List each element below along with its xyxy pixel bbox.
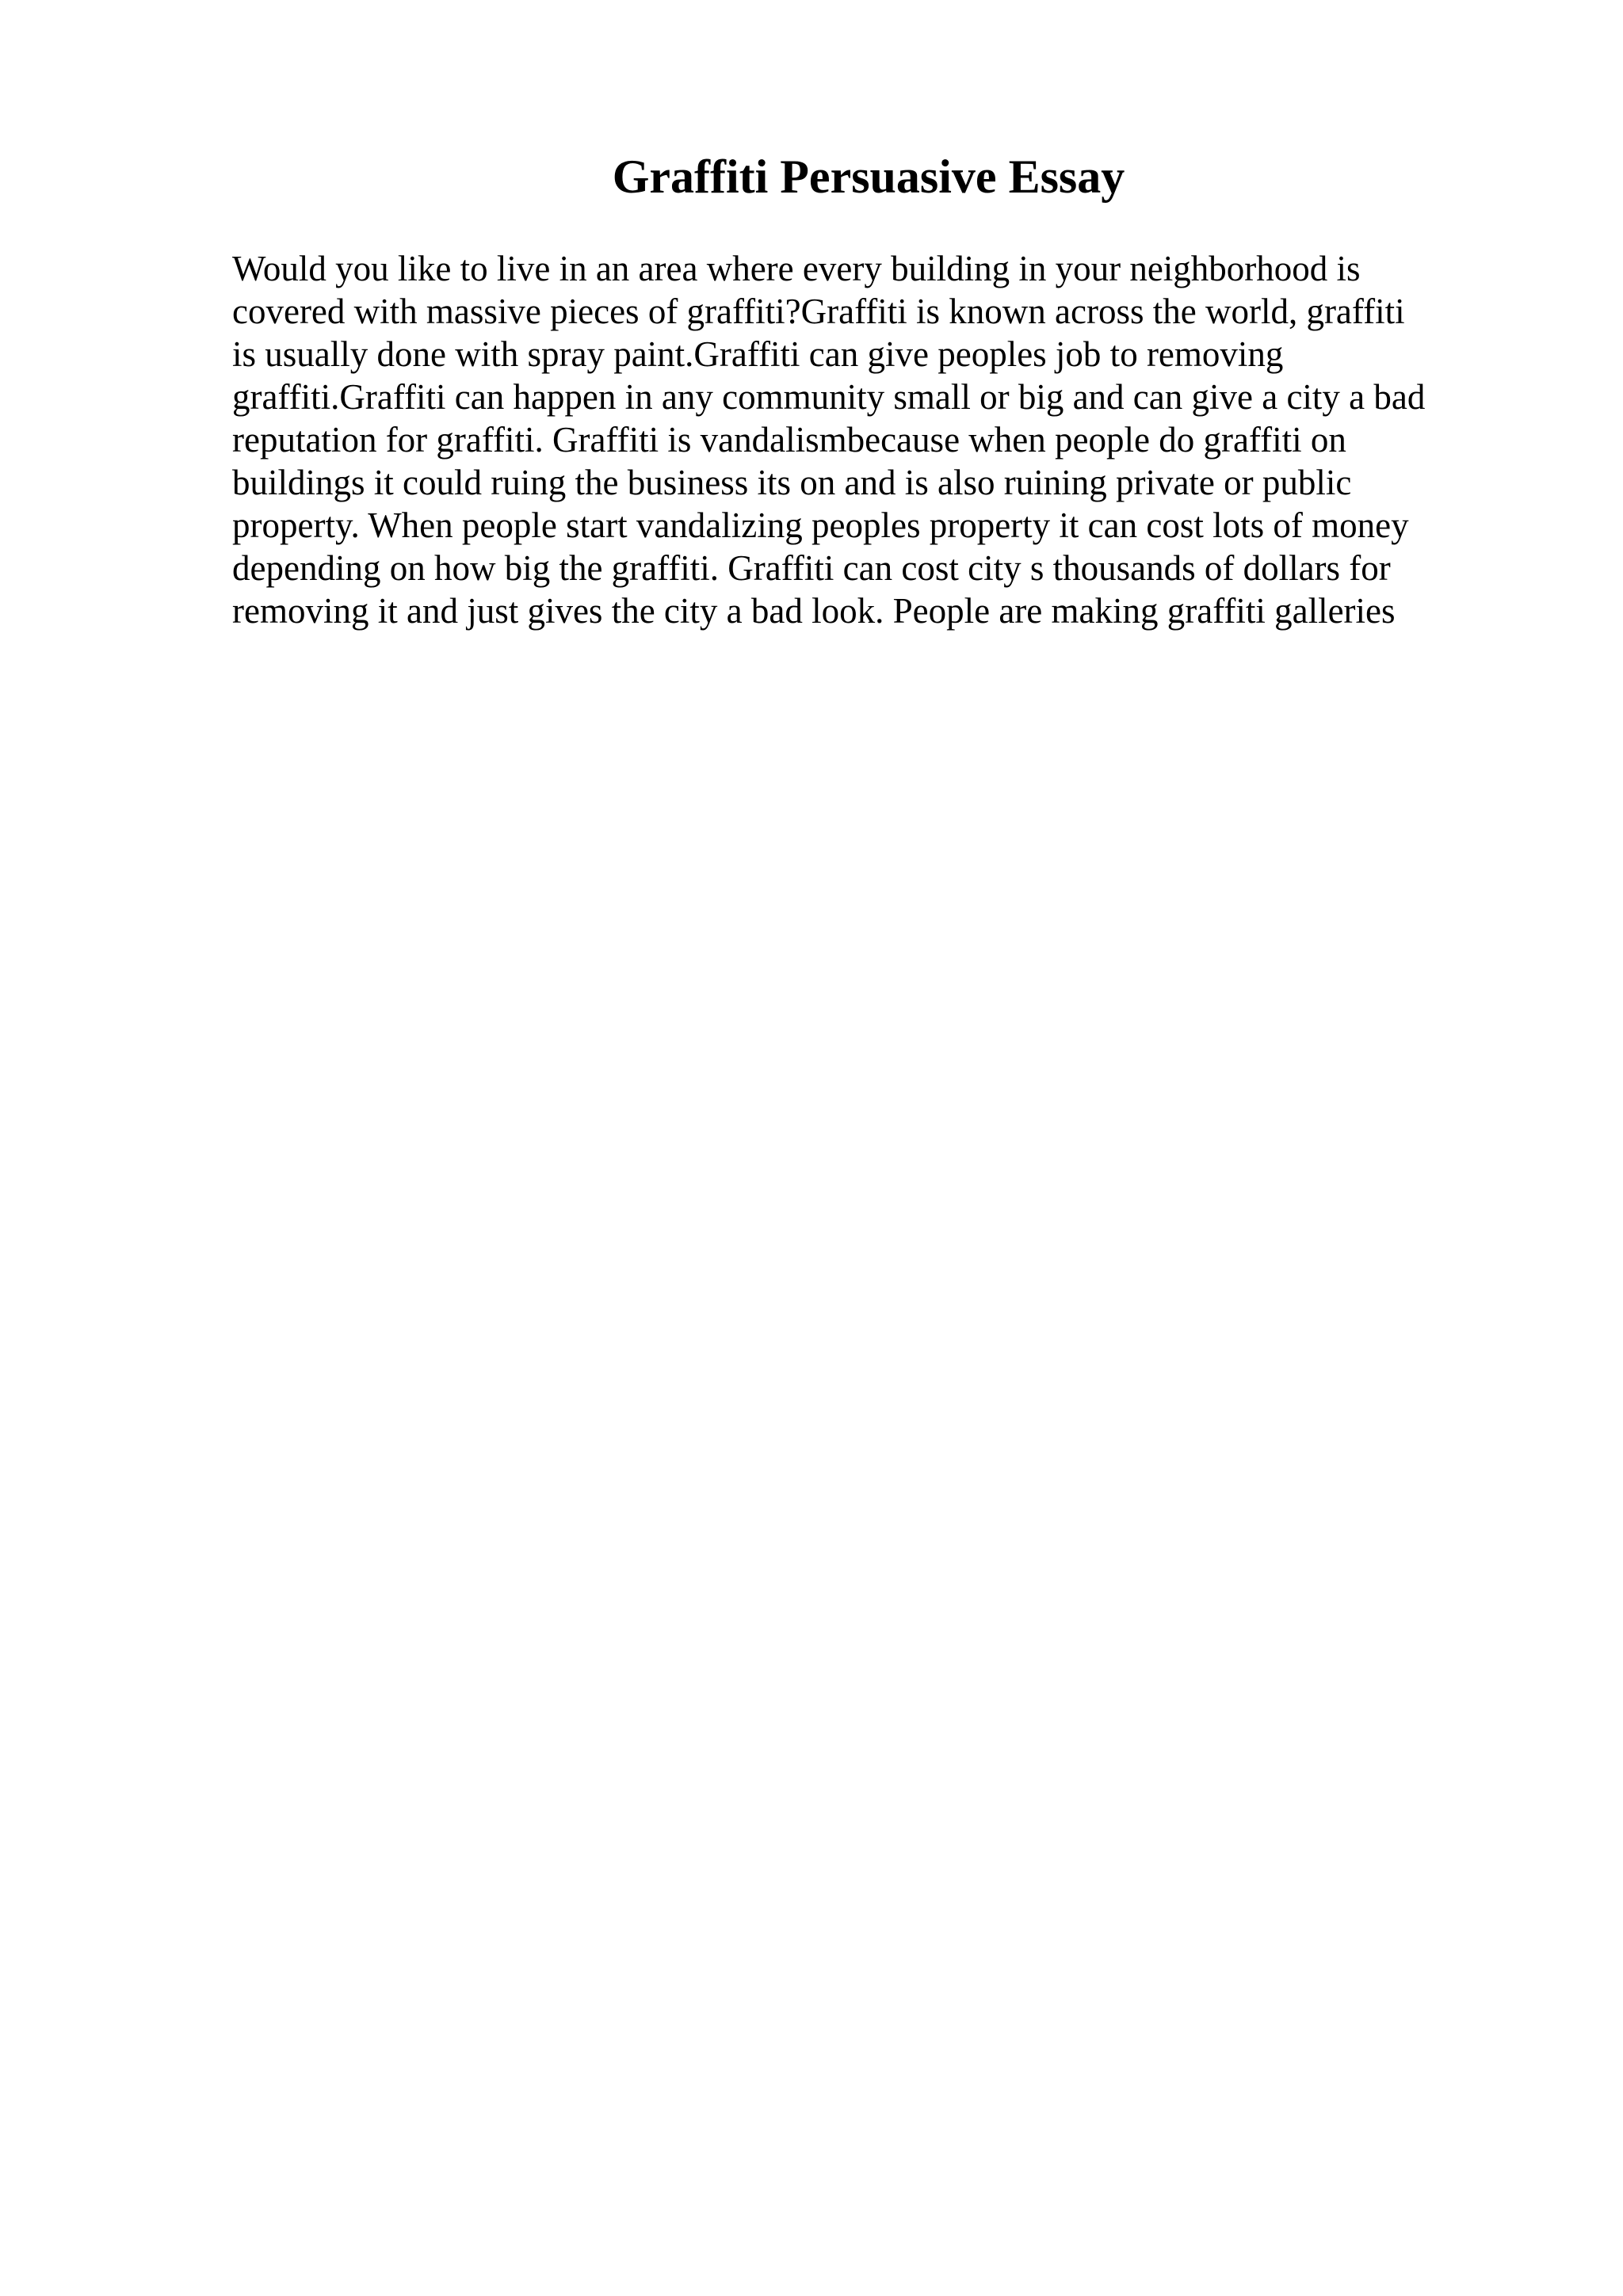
paragraph-line: Would you like to live in an area where every building in your neighborhood is	[232, 249, 1361, 288]
paragraph-line: buildings it could ruing the business its on and is also ruining private or public	[232, 463, 1352, 502]
paragraph-line: graffiti.Graffiti can happen in any community small or big and can give a city a bad	[232, 377, 1426, 417]
paragraph-line: covered with massive pieces of graffiti?Graffiti is known across the world, graffiti	[232, 292, 1405, 331]
document-title: Graffiti Persuasive Essay	[612, 151, 1125, 203]
paragraph-line: reputation for graffiti. Graffiti is vandalismbecause when people do graffiti on	[232, 420, 1346, 460]
paragraph-line: depending on how big the graffiti. Graffiti can cost city s thousands of dollars for	[232, 548, 1391, 588]
paragraph-line: property. When people start vandalizing peoples property it can cost lots of money	[232, 505, 1409, 545]
paragraph-line: removing it and just gives the city a bad look. People are making graffiti galleries	[232, 591, 1396, 631]
paragraph-line: is usually done with spray paint.Graffiti can give peoples job to removing	[232, 334, 1284, 374]
essay-paragraph	[232, 247, 1484, 632]
